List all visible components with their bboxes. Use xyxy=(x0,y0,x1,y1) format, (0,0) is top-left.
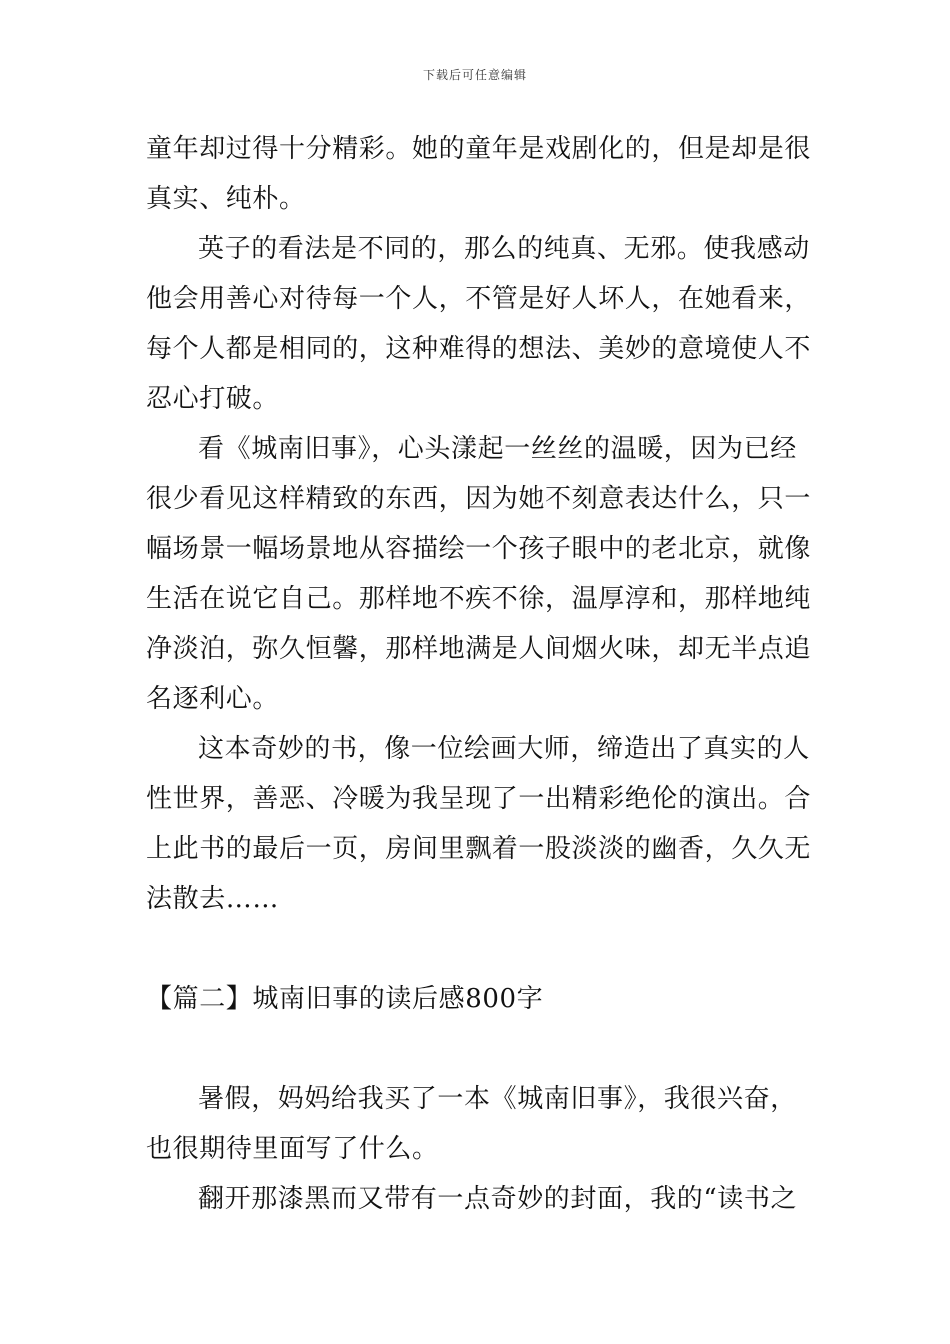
text-line: 他会用善心对待每一个人，不管是好人坏人，在她看来， xyxy=(146,284,812,314)
text-line: 每个人都是相同的，这种难得的想法、美妙的意境使人不 xyxy=(146,334,812,364)
text-line: 很少看见这样精致的东西，因为她不刻意表达什么，只一 xyxy=(146,484,812,514)
text-line: 忍心打破。 xyxy=(146,384,280,414)
page-header: 下载后可任意编辑 xyxy=(422,68,527,82)
text-line: 英子的看法是不同的，那么的纯真、无邪。使我感动 xyxy=(198,234,810,264)
text-line: 上此书的最后一页，房间里飘着一股淡淡的幽香，久久无 xyxy=(146,834,812,864)
text-line: 翻开那漆黑而又带有一点奇妙的封面，我的“读书之 xyxy=(198,1184,798,1214)
text-line: 名逐利心。 xyxy=(146,684,280,714)
text-line: 幅场景一幅场景地从容描绘一个孩子眼中的老北京，就像 xyxy=(146,534,812,564)
text-line: 净淡泊，弥久恒馨，那样地满是人间烟火味，却无半点追 xyxy=(146,634,812,664)
text-line: 生活在说它自己。那样地不疾不徐，温厚淳和，那样地纯 xyxy=(146,584,812,614)
text-line: 这本奇妙的书，像一位绘画大师，缔造出了真实的人 xyxy=(198,734,810,764)
text-line: 看《城南旧事》，心头漾起一丝丝的温暖，因为已经 xyxy=(198,434,797,464)
text-line: 也很期待里面写了什么。 xyxy=(146,1134,439,1164)
text-line: 真实、纯朴。 xyxy=(146,184,306,214)
text-line: 童年却过得十分精彩。她的童年是戏剧化的，但是却是很 xyxy=(146,134,812,164)
section-heading: 【篇二】城南旧事的读后感800字 xyxy=(146,984,544,1014)
text-line: 法散去…… xyxy=(146,884,280,914)
text-line: 暑假，妈妈给我买了一本《城南旧事》，我很兴奋， xyxy=(198,1084,797,1114)
text-line: 性世界，善恶、冷暖为我呈现了一出精彩绝伦的演出。合 xyxy=(146,784,812,814)
